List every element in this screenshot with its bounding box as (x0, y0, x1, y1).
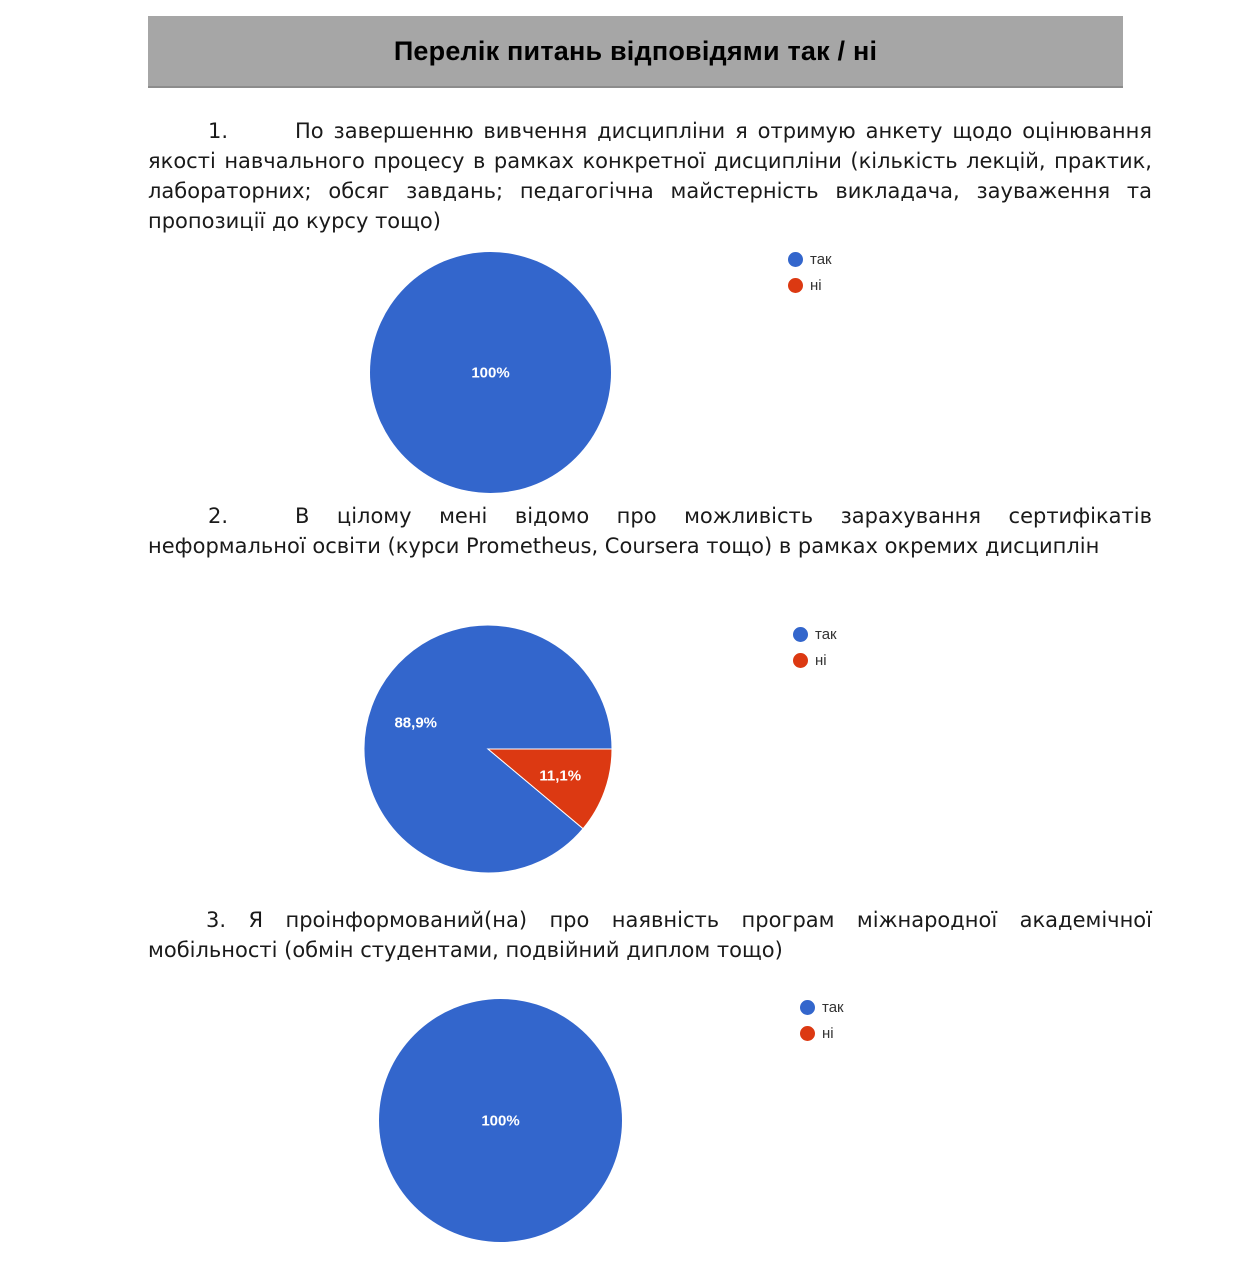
legend-swatch (793, 627, 808, 642)
question-number: 2. (208, 504, 229, 528)
legend-swatch (788, 278, 803, 293)
question-number: 3. (206, 908, 227, 932)
question-2 (148, 501, 1152, 561)
legend-label: ні (822, 1024, 834, 1042)
legend-item (793, 621, 837, 647)
legend-label: ні (815, 651, 827, 669)
question-3 (148, 905, 1152, 965)
legend-item (788, 246, 832, 272)
pie-chart-3 (379, 999, 622, 1242)
slice-label: 11,1% (539, 767, 582, 785)
legend-item (800, 1020, 844, 1046)
question-number: 1. (208, 119, 229, 143)
page-title: Перелік питань відповідями так / ні (393, 35, 878, 66)
legend-swatch (800, 1026, 815, 1041)
legend-swatch (800, 1000, 815, 1015)
slice-label: 100% (481, 1112, 520, 1130)
legend-label: так (822, 998, 844, 1016)
legend-item (788, 272, 832, 298)
legend-item (800, 994, 844, 1020)
slice-label: 100% (471, 364, 510, 382)
question-text: В цілому мені відомо про можливість зарахування сертифікатів неформальної освіти (курси Prometheus, Coursera тощо) в рамках окремих дисциплін (148, 504, 1152, 558)
legend-2 (793, 621, 837, 673)
legend-3 (800, 994, 844, 1046)
slice-label: 88,9% (394, 714, 438, 732)
question-text: Я проінформований(на) про наявність програм міжнародної академічної мобільності (обмін студентами, подвійний диплом тощо) (148, 908, 1152, 962)
legend-swatch (788, 252, 803, 267)
legend-swatch (793, 653, 808, 668)
pie-chart-1 (370, 252, 611, 493)
pie-chart-2 (364, 625, 612, 873)
question-text: По завершенню вивчення дисципліни я отримую анкету щодо оцінювання якості навчального процесу в рамках конкретної дисципліни (кількість лекцій, практик, лабораторних; обсяг завдань; педагогічна майстерність викладача, зауваження та пропозиції до курсу тощо) (148, 119, 1152, 233)
legend-label: ні (810, 276, 822, 294)
legend-label: так (815, 625, 837, 643)
legend-item (793, 647, 837, 673)
question-1 (148, 116, 1152, 236)
legend-1 (788, 246, 832, 298)
legend-label: так (810, 250, 832, 268)
page-header (148, 16, 1123, 88)
